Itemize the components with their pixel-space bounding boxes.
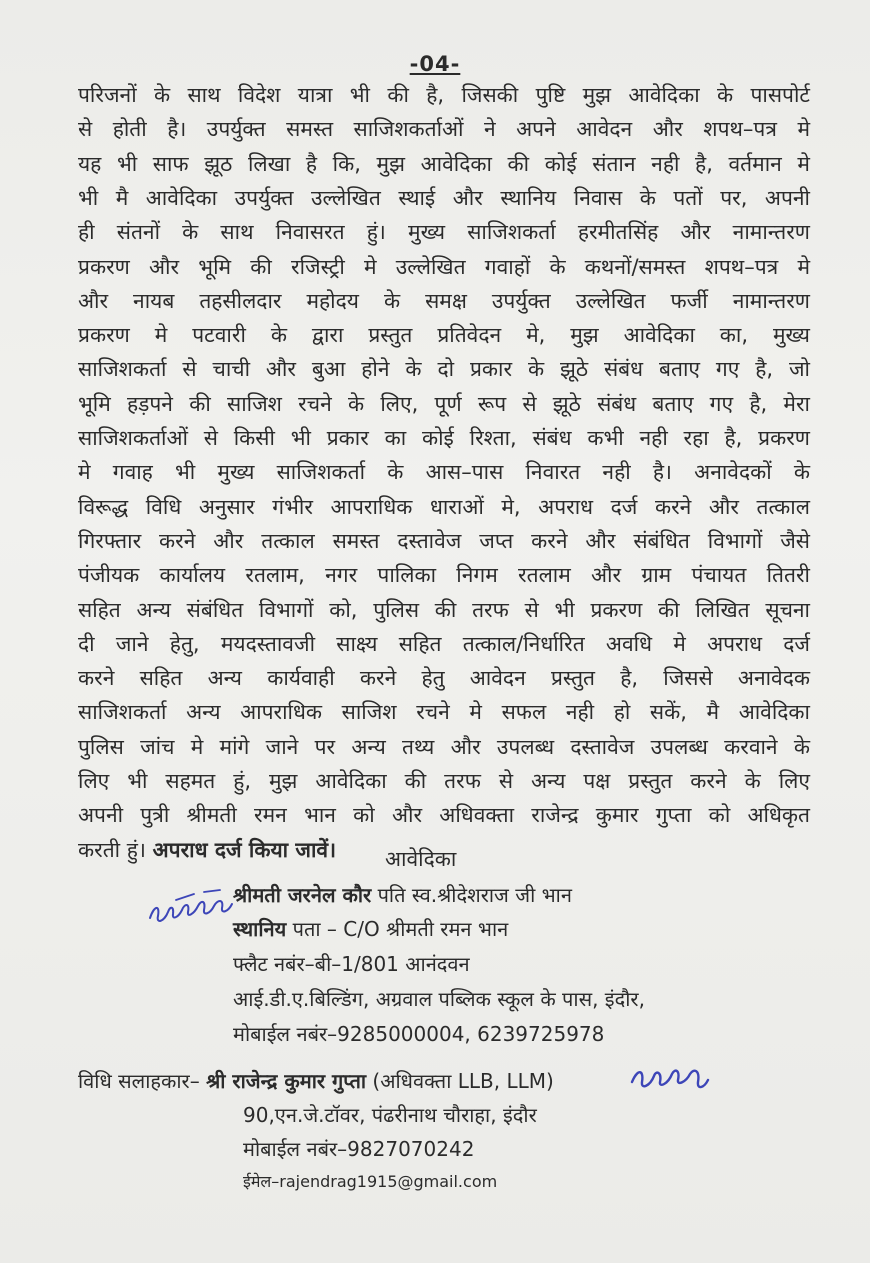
applicant-name: श्रीमती जरनेल कौर [233,883,372,907]
applicant-mobile: मोबाईल नबंर–9285000004, 6239725978 [233,1022,605,1046]
paragraph-line: भूमि हड़पने की साजिश रचने के लिए, पूर्ण रूप से झूठे संबंध बताए गए है, मेरा [78,391,810,416]
advisor-label: विधि सलाहकार– [78,1069,200,1093]
advisor-name: श्री राजेन्द्र कुमार गुप्ता [206,1069,367,1093]
applicant-signature [146,884,236,930]
paragraph-line: सहित अन्य संबंधित विभागों को, पुलिस की तरफ से भी प्रकरण की लिखित सूचना [78,597,810,622]
paragraph-line: लिए भी सहमत हुं, मुझ आवेदिका की तरफ से अन्य पक्ष प्रस्तुत करने के लिए [78,769,810,793]
paragraph-line: साजिशकर्ता अन्य आपराधिक साजिश रचने मे सफल नही हो सकें, मै आवेदिका [78,700,810,725]
applicant-husband: पति स्व.श्रीदेशराज जी भान [371,883,572,907]
paragraph-line: और नायब तहसीलदार महोदय के समक्ष उपर्युक्त उल्लेखित फर्जी नामान्तरण [78,288,810,313]
paragraph-line: यह भी साफ झूठ लिखा है कि, मुझ आवेदिका की कोई संतान नही है, वर्तमान मे [78,151,810,176]
paragraph-line: परिजनों के साथ विदेश यात्रा भी की है, जिसकी पुष्टि मुझ आवेदिका के पासपोर्ट [78,83,810,107]
local-label: स्थानिय [233,917,287,941]
paragraph-line: भी मै आवेदिका उपर्युक्त उल्लेखित स्थाई और स्थानिय निवास के पतों पर, अपनी [78,185,810,210]
paragraph-line: साजिशकर्ताओं से किसी भी प्रकार का कोई रिश्ता, संबंध कभी नही रहा है, प्रकरण [78,426,810,450]
paragraph-line: ही संतनों के साथ निवासरत हुं। मुख्य साजिशकर्ता हरमीतसिंह और नामान्तरण [78,220,810,245]
closing-request: अपराध दर्ज किया जावें। [152,837,337,862]
local-address: पता – C/O श्रीमती रमन भान [286,917,509,941]
applicant-heading: आवेदिका [385,847,457,871]
paragraph-line: प्रकरण और भूमि की रजिस्ट्री मे उल्लेखित गवाहों के कथनों/समस्त शपथ–पत्र मे [78,254,810,279]
paragraph-line: साजिशकर्ता से चाची और बुआ होने के दो प्रकार के झूठे संबंध बताए गए है, जो [78,357,810,382]
paragraph-line: प्रकरण मे पटवारी के द्वारा प्रस्तुत प्रतिवेदन मे, मुझ आवेदिका का, मुख्य [78,323,810,348]
paragraph-line: दी जाने हेतु, मयदस्तावजी साक्ष्य सहित तत्काल/निर्धारित अवधि मे अपराध दर्ज [78,631,810,656]
paragraph-line: मे गवाह भी मुख्य साजिशकर्ता के आस–पास निवारत नही है। अनावेदकों के [78,460,810,485]
advisor-signature [628,1060,712,1096]
paragraph-line: से होती है। उपर्युक्त समस्त साजिशकर्ताओं ने अपने आवेदन और शपथ–पत्र मे [78,117,810,142]
paragraph-line: गिरफ्तार करने और तत्काल समस्त दस्तावेज जप्त करने और संबंधित विभागों जैसे [78,528,810,553]
applicant-flat: फ्लैट नबंर–बी–1/801 आनंदवन [233,952,470,976]
paragraph-line: विरूद्ध विधि अनुसार गंभीर आपराधिक धाराओं मे, अपराध दर्ज करने और तत्काल [78,494,810,519]
advisor-address: 90,एन.जे.टॉवर, पंढरीनाथ चौराहा, इंदौर [243,1103,537,1127]
paragraph-line: पंजीयक कार्यालय रतलाम, नगर पालिका निगम रतलाम और ग्राम पंचायत तितरी [78,563,810,588]
closing-prefix: करती हुं। [78,837,146,862]
paragraph-line: अपनी पुत्री श्रीमती रमन भान को और अधिवक्ता राजेन्द्र कुमार गुप्ता को अधिकृत [78,803,810,828]
applicant-local-address [233,914,508,944]
advisor-qualification: (अधिवक्ता LLB, LLM) [366,1069,554,1093]
paragraph-line: पुलिस जांच मे मांगे जाने पर अन्य तथ्य और उपलब्ध दस्तावेज उपलब्ध करवाने के [78,734,810,759]
paragraph-line: करने सहित अन्य कार्यवाही करने हेतु आवेदन प्रस्तुत है, जिससे अनावेदक [78,666,810,691]
applicant-name-line [233,880,572,910]
advisor-line [78,1066,554,1096]
applicant-building: आई.डी.ए.बिल्डिंग, अग्रवाल पब्लिक स्कूल के पास, इंदौर, [233,987,645,1011]
advisor-email: ईमेल–rajendrag1915@gmail.com [243,1172,498,1191]
advisor-mobile: मोबाईल नबंर–9827070242 [243,1137,475,1161]
page-number: -04- [409,52,461,76]
